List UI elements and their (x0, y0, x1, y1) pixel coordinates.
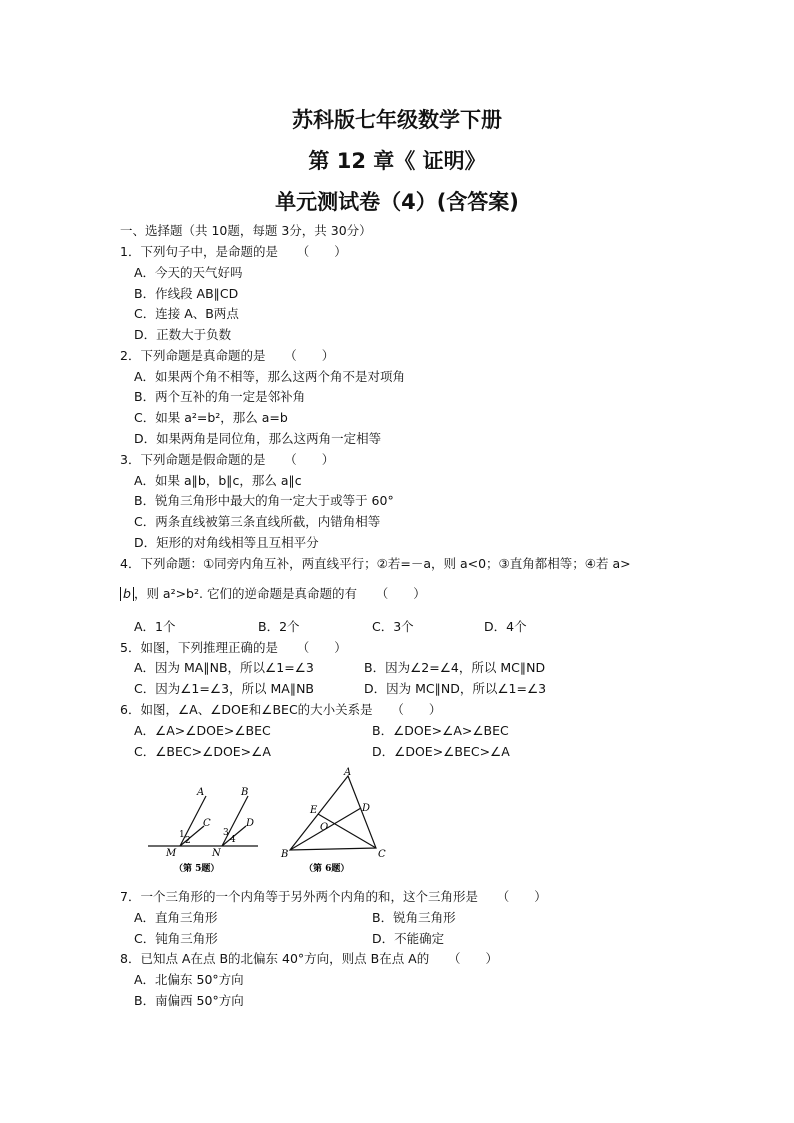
q1-option-c: C．连接 A、B两点 (134, 306, 239, 321)
q2-stem: 2．下列命题是真命题的是 （ ） (120, 348, 335, 363)
q3-option-d: D．矩形的对角线相等且互相平分 (134, 535, 319, 550)
q1-option-a: A．今天的天气好吗 (134, 265, 243, 280)
fig6-label-D: D (362, 803, 371, 814)
q5-option-d: D．因为 MC∥ND，所以∠1=∠3 (364, 681, 547, 696)
fig5-angle-2: 2 (185, 836, 191, 846)
q7-option-d: D．不能确定 (372, 931, 445, 946)
fig6-label-E: E (310, 805, 318, 816)
figure-q6 (276, 764, 396, 880)
q4-option-b: B．2个 (258, 619, 300, 634)
q4-stem-continued (120, 586, 426, 602)
fig5-label-B: B (241, 787, 249, 798)
q3-option-a: A．如果 a∥b，b∥c，那么 a∥c (134, 473, 302, 488)
fig5-label-A: A (197, 787, 205, 798)
fig5-label-M: M (166, 848, 177, 859)
q7-option-c: C．钝角三角形 (134, 931, 218, 946)
fig6-caption: （第 6题） (304, 864, 350, 874)
section-heading: 一、选择题（共 10题，每题 3分，共 30分） (120, 223, 372, 238)
fig5-angle-1: 1 (179, 830, 185, 840)
q4-option-d: D．4个 (484, 619, 527, 634)
q4-stem: 4．下列命题：①同旁内角互补，两直线平行；②若=－a，则 a<0；③直角都相等；④若 a> (120, 556, 631, 571)
doc-title-line3: 单元测试卷（4）(含答案) (275, 190, 519, 214)
q8-stem: 8．已知点 A在点 B的北偏东 40°方向，则点 B在点 A的 （ ） (120, 951, 498, 966)
q5-option-c: C．因为∠1=∠3，所以 MA∥NB (134, 681, 315, 696)
q7-stem: 7．一个三角形的一个内角等于另外两个内角的和，这个三角形是 （ ） (120, 889, 547, 904)
fig6-label-B: B (281, 849, 289, 860)
fig6-label-O: O (320, 822, 329, 833)
q3-stem: 3．下列命题是假命题的是 （ ） (120, 452, 335, 467)
q3-option-b: B．锐角三角形中最大的角一定大于或等于 60° (134, 493, 394, 508)
q6-option-b: B．∠DOE>∠A>∠BEC (372, 723, 509, 738)
fig5-label-C: C (203, 818, 211, 829)
fig5-caption: （第 5题） (174, 864, 220, 874)
q6-stem: 6．如图，∠A、∠DOE和∠BEC的大小关系是 （ ） (120, 702, 442, 717)
q3-option-c: C．两条直线被第三条直线所截，内错角相等 (134, 514, 381, 529)
q4-option-c: C．3个 (372, 619, 414, 634)
fig6-label-A: A (344, 767, 352, 778)
fig5-angle-4: 4 (230, 835, 236, 845)
figure-q5 (140, 780, 270, 880)
fig5-label-N: N (212, 848, 221, 859)
q4-stem-cont-text: ，则 a²>b². 它们的逆命题是真命题的有 （ ） (133, 586, 426, 601)
q6-option-d: D．∠DOE>∠BEC>∠A (372, 744, 510, 759)
doc-title-line2: 第 12 章《 证明》 (308, 149, 486, 173)
q4-option-a: A．1个 (134, 619, 176, 634)
q2-option-c: C．如果 a²=b²，那么 a=b (134, 410, 288, 425)
q2-option-a: A．如果两个角不相等，那么这两个角不是对项角 (134, 369, 406, 384)
q6-option-c: C．∠BEC>∠DOE>∠A (134, 744, 271, 759)
q6-option-a: A．∠A>∠DOE>∠BEC (134, 723, 271, 738)
q5-stem: 5．如图，下列推理正确的是 （ ） (120, 640, 347, 655)
q1-stem: 1．下列句子中，是命题的是 （ ） (120, 244, 347, 259)
q1-option-b: B．作线段 AB∥CD (134, 286, 239, 301)
q8-option-b: B．南偏西 50°方向 (134, 993, 244, 1008)
q7-option-a: A．直角三角形 (134, 910, 218, 925)
q2-option-d: D．如果两角是同位角，那么这两角一定相等 (134, 431, 382, 446)
fig6-label-C: C (378, 849, 386, 860)
abs-b-symbol: b (120, 587, 134, 601)
q7-option-b: B．锐角三角形 (372, 910, 456, 925)
doc-title-line1: 苏科版七年级数学下册 (292, 108, 502, 132)
fig5-label-D: D (246, 818, 255, 829)
q8-option-a: A．北偏东 50°方向 (134, 972, 244, 987)
q1-option-d: D．正数大于负数 (134, 327, 232, 342)
fig5-angle-3: 3 (223, 828, 229, 838)
q5-option-b: B．因为∠2=∠4，所以 MC∥ND (364, 660, 546, 675)
q2-option-b: B．两个互补的角一定是邻补角 (134, 389, 306, 404)
q5-option-a: A．因为 MA∥NB，所以∠1=∠3 (134, 660, 314, 675)
